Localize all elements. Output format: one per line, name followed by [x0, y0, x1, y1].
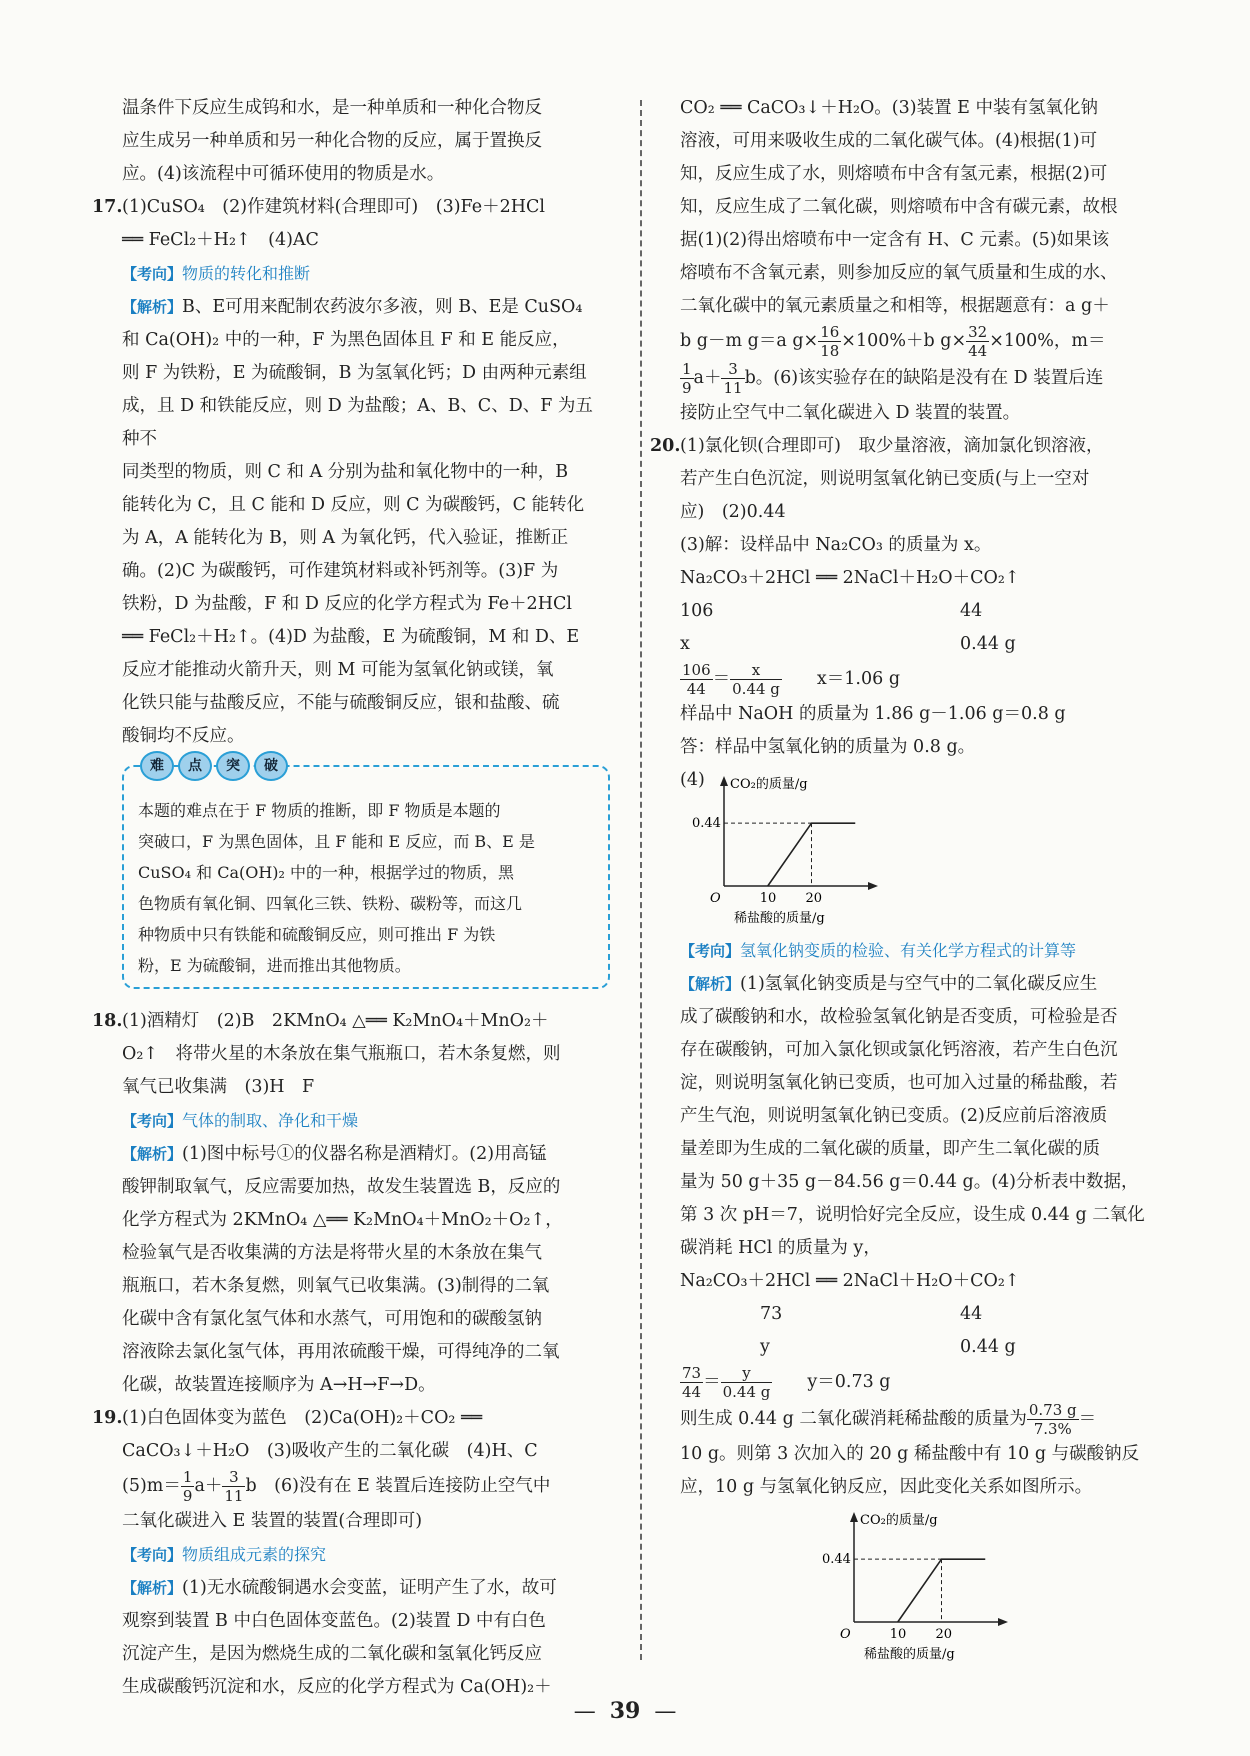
- analysis-text: 铁粉，D 为盐酸，F 和 D 反应的化学方程式为 Fe＋2HCl: [122, 594, 572, 614]
- equation: Na₂CO₃＋2HCl ══ 2NaCl＋H₂O＋CO₂↑: [680, 568, 1020, 588]
- y-tick-label: 0.44: [822, 1552, 851, 1568]
- text-line: 应生成另一种单质和另一种化合物的反应，属于置换反: [122, 131, 542, 151]
- chart-2: [680, 1504, 1160, 1674]
- mass-value: 44: [960, 1304, 983, 1324]
- answer-text: ══ FeCl₂＋H₂↑ (4)AC: [122, 230, 319, 250]
- q20-answer: [650, 430, 1160, 463]
- proportion-row: $\frac{106}{44}$ ＝ $\frac{x}{0.44 g}$ x＝1.06 g: [682, 661, 901, 698]
- analysis-text: B、E可用来配制农药波尔多液，则 B、E是 CuSO₄: [182, 297, 583, 317]
- y-axis-label: CO₂的质量/g: [730, 777, 808, 792]
- fraction: $\frac{1}{9}$: [682, 360, 692, 397]
- text-line: CO₂ ══ CaCO₃↓＋H₂O。(3)装置 E 中装有氢氧化钠: [680, 98, 1098, 118]
- fraction: $\frac{3}{11}$: [723, 360, 743, 397]
- text-line: 知，反应生成了二氧化碳，则熔喷布中含有碳元素，故根: [680, 197, 1118, 217]
- mass-value: 0.44 g: [960, 634, 1016, 654]
- mass-row: [680, 1331, 1160, 1364]
- badge-char: 难: [140, 751, 174, 781]
- answer-text: 答：样品中氢氧化钠的质量为 0.8 g。: [680, 737, 976, 757]
- answer-text: 应) (2)0.44: [680, 502, 786, 522]
- analysis-text: 则 F 为铁粉，E 为硫酸铜，B 为氢氧化钙；D 由两种元素组: [122, 363, 587, 383]
- left-column: [92, 92, 610, 1704]
- mass-row: [680, 628, 1160, 661]
- mass-value: 0.44 g: [960, 1337, 1016, 1357]
- topic-text: 物质组成元素的探究: [182, 1545, 327, 1564]
- question-number: 18.: [92, 1011, 123, 1031]
- text-line: 二氧化碳中的氧元素质量之和相等，根据题意有：a g＋: [680, 296, 1110, 316]
- box-text: 种物质中只有铁能和硫酸铜反应，则可推出 F 为铁: [138, 925, 496, 944]
- answer-text: CaCO₃↓＋H₂O (3)吸收产生的二氧化碳 (4)H、C: [122, 1441, 538, 1461]
- analysis-text: 成了碳酸钠和水，故检验氢氧化钠是否变质，可检验是否: [680, 1007, 1118, 1027]
- text-line-fraction: [680, 323, 1160, 360]
- analysis-text: 化碳中含有氯化氢气体和水蒸气，可用饱和的碳酸氢钠: [122, 1309, 542, 1329]
- q19-topic: [122, 1538, 610, 1572]
- analysis-text: 瓶瓶口，若木条复燃，则氧气已收集满。(3)制得的二氧: [122, 1276, 550, 1296]
- fraction: $\frac{16}{18}$: [820, 323, 840, 360]
- text-line: 知，反应生成了水，则熔喷布中含有氢元素，根据(2)可: [680, 164, 1108, 184]
- topic-tag: 【考向】: [680, 942, 741, 960]
- q18-answer: [92, 1005, 610, 1038]
- answer-text: (1)白色固体变为蓝色 (2)Ca(OH)₂＋CO₂ ══: [122, 1408, 483, 1428]
- mass-value: x: [680, 634, 690, 654]
- analysis-text: (1)无水硫酸铜遇水会变蓝，证明产生了水，故可: [182, 1578, 557, 1598]
- mass-row: [680, 1298, 1160, 1331]
- analysis-text: 观察到装置 B 中白色固体变蓝色。(2)装置 D 中有白色: [122, 1611, 546, 1631]
- answer-text: (1)氯化钡(合理即可) 取少量溶液，滴加氯化钡溶液，: [680, 436, 1104, 456]
- fraction: $\frac{x}{0.44 g}$: [732, 661, 780, 698]
- text-line: 熔喷布不含氧元素，则参加反应的氧气质量和生成的水、: [680, 263, 1118, 283]
- topic-tag: 【考向】: [122, 265, 183, 283]
- q20-topic: [680, 934, 1160, 968]
- q20-analysis: [680, 968, 1160, 1001]
- text-segment: b。(6)该实验存在的缺陷是没有在 D 装置后连: [744, 368, 1104, 388]
- analysis-text: 酸钾制取氧气，反应需要加热，故发生装置选 B，反应的: [122, 1177, 561, 1197]
- text-line: 溶液，可用来吸收生成的二氧化碳气体。(4)根据(1)可: [680, 131, 1098, 151]
- analysis-text: 确。(2)C 为碳酸钙，可作建筑材料或补钙剂等。(3)F 为: [122, 561, 559, 581]
- column-divider: [640, 100, 642, 1660]
- box-text: 色物质有氧化铜、四氧化三铁、铁粉、碳粉等，而这几: [138, 894, 523, 913]
- answer-text: b (6)没有在 E 装置后连接防止空气中: [245, 1476, 551, 1496]
- text-segment: ×100%＋b g×: [841, 331, 967, 351]
- box-text: 粉，E 为硫酸铜，进而推出其他物质。: [138, 956, 411, 975]
- sub-label: (4): [680, 770, 705, 790]
- analysis-text: 能转化为 C，且 C 能和 D 反应，则 C 为碳酸钙，C 能转化: [122, 495, 585, 515]
- analysis-text: 反应才能推动火箭升天，则 M 可能为氢氧化钠或镁，氧: [122, 660, 554, 680]
- analysis-fraction-line: [680, 1401, 1160, 1438]
- mass-value: y: [760, 1337, 770, 1357]
- text-line: 应。(4)该流程中可循环使用的物质是水。: [122, 164, 445, 184]
- analysis-text: ＝: [1078, 1409, 1097, 1429]
- analysis-text: 淀，则说明氢氧化钠已变质，也可加入过量的稀盐酸，若: [680, 1073, 1118, 1093]
- q19-answer: [92, 1402, 610, 1435]
- answer-text: (1)CuSO₄ (2)作建筑材料(合理即可) (3)Fe＋2HCl: [122, 197, 545, 217]
- fraction: $\frac{1}{9}$: [182, 1468, 193, 1505]
- topic-text: 氢氧化钠变质的检验、有关化学方程式的计算等: [740, 941, 1077, 960]
- q19-analysis: [122, 1572, 610, 1605]
- analysis-text: 同类型的物质，则 C 和 A 分别为盐和氧化物中的一种，B: [122, 462, 569, 482]
- answer-text: 二氧化碳进入 E 装置的装置(合理即可): [122, 1511, 423, 1531]
- answer-text: (1)酒精灯 (2)B 2KMnO₄ △══ K₂MnO₄＋MnO₂＋: [122, 1011, 549, 1031]
- fraction: $\frac{0.73 g}{7.3\%}$: [1028, 1401, 1077, 1438]
- analysis-text: 溶液除去氯化氢气体，再用浓硫酸干燥，可得纯净的二氧: [122, 1342, 560, 1362]
- difficulty-box: [122, 758, 610, 989]
- analysis-text: 成，且 D 和铁能反应，则 D 为盐酸；A、B、C、D、F 为五种不: [122, 396, 593, 449]
- co2-chart-1: [690, 768, 890, 938]
- page-number: — 39 —: [0, 1698, 1250, 1724]
- analysis-text: (1)氢氧化钠变质是与空气中的二氧化碳反应生: [740, 974, 1098, 994]
- topic-text: 气体的制取、净化和干燥: [182, 1111, 359, 1130]
- x-tick-label: 10: [889, 1627, 907, 1642]
- question-number: 17.: [92, 197, 123, 217]
- analysis-text: 碳消耗 HCl 的质量为 y，: [680, 1238, 881, 1258]
- analysis-text: 10 g。则第 3 次加入的 20 g 稀盐酸中有 10 g 与碳酸钠反: [680, 1444, 1140, 1464]
- analysis-tag: 【解析】: [122, 298, 183, 316]
- mass-row: [680, 595, 1160, 628]
- text-line: 接防止空气中二氧化碳进入 D 装置的装置。: [680, 403, 1021, 423]
- y-axis-label: CO₂的质量/g: [860, 1513, 938, 1528]
- right-column: [650, 92, 1160, 1674]
- analysis-text: 酸铜均不反应。: [122, 726, 245, 746]
- topic-text: 物质的转化和推断: [182, 264, 311, 283]
- analysis-text: 化学方程式为 2KMnO₄ △══ K₂MnO₄＋MnO₂＋O₂↑，: [122, 1210, 563, 1230]
- topic-tag: 【考向】: [122, 1546, 183, 1564]
- text-line: 据(1)(2)得出熔喷布中一定含有 H、C 元素。(5)如果该: [680, 230, 1110, 250]
- q18-analysis: [122, 1138, 610, 1171]
- origin-label: O: [710, 891, 721, 906]
- y-tick-label: 0.44: [692, 816, 721, 832]
- equation: Na₂CO₃＋2HCl ══ 2NaCl＋H₂O＋CO₂↑: [680, 1271, 1020, 1291]
- mass-value: 44: [960, 601, 983, 621]
- answer-text: a＋: [194, 1476, 223, 1496]
- box-text: 本题的难点在于 F 物质的推断，即 F 物质是本题的: [138, 801, 501, 820]
- fraction: $\frac{y}{0.44 g}$: [722, 1364, 771, 1401]
- proportion-row: $\frac{73}{44}$ ＝ $\frac{y}{0.44 g}$ y＝0.73 g: [682, 1364, 891, 1401]
- analysis-text: 生成碳酸钙沉淀和水，反应的化学方程式为 Ca(OH)₂＋: [122, 1677, 552, 1697]
- text-segment: b g－m g＝a g×: [680, 331, 819, 351]
- analysis-text: 量差即为生成的二氧化碳的质量，即产生二氧化碳的质: [680, 1139, 1100, 1159]
- answer-text: 若产生白色沉淀，则说明氢氧化钠已变质(与上一空对: [680, 469, 1090, 489]
- analysis-text: (1)图中标号①的仪器名称是酒精灯。(2)用高锰: [182, 1144, 547, 1164]
- analysis-tag: 【解析】: [122, 1579, 183, 1597]
- analysis-text: ══ FeCl₂＋H₂↑。(4)D 为盐酸，E 为硫酸铜，M 和 D、E: [122, 627, 580, 647]
- answer-text: (5)m＝: [122, 1476, 181, 1496]
- analysis-text: 化碳，故装置连接顺序为 A→H→F→D。: [122, 1375, 436, 1395]
- fraction: $\frac{73}{44}$: [682, 1364, 702, 1401]
- analysis-text: 则生成 0.44 g 二氧化碳消耗稀盐酸的质量为: [680, 1409, 1027, 1429]
- mass-value: 73: [760, 1304, 783, 1324]
- q17-topic: [122, 257, 610, 291]
- answer-text: 样品中 NaOH 的质量为 1.86 g－1.06 g＝0.8 g: [680, 704, 1066, 724]
- badge-char: 破: [254, 751, 288, 781]
- fraction: $\frac{32}{44}$: [968, 323, 988, 360]
- analysis-text: 检验氧气是否收集满的方法是将带火星的木条放在集气: [122, 1243, 542, 1263]
- y-axis-arrow: [850, 1512, 858, 1522]
- analysis-text: 第 3 次 pH＝7，说明恰好完全反应，设生成 0.44 g 二氧化: [680, 1205, 1145, 1225]
- co2-chart-2: [820, 1504, 1020, 1674]
- result-text: x＝1.06 g: [816, 669, 901, 689]
- fraction: $\frac{3}{11}$: [224, 1468, 244, 1505]
- answer-text-fraction: [122, 1468, 610, 1505]
- x-axis-arrow: [868, 882, 878, 890]
- badge-char: 突: [216, 751, 250, 781]
- box-text: 突破口，F 为黑色固体，且 F 能和 E 反应，而 B、E 是: [138, 832, 535, 851]
- q17-answer: [92, 191, 610, 224]
- text-segment: a＋: [693, 368, 722, 388]
- origin-label: O: [840, 1627, 851, 1642]
- result-text: y＝0.73 g: [807, 1372, 891, 1392]
- answer-text: 氧气已收集满 (3)H F: [122, 1077, 315, 1097]
- analysis-text: 沉淀产生，是因为燃烧生成的二氧化碳和氢氧化钙反应: [122, 1644, 542, 1664]
- answer-text: (3)解：设样品中 Na₂CO₃ 的质量为 x。: [680, 535, 992, 555]
- analysis-text: 化铁只能与盐酸反应，不能与硫酸铜反应，银和盐酸、硫: [122, 693, 560, 713]
- topic-tag: 【考向】: [122, 1112, 183, 1130]
- analysis-text: 和 Ca(OH)₂ 中的一种，F 为黑色固体且 F 和 E 能反应，: [122, 330, 570, 350]
- fraction: $\frac{106}{44}$: [682, 661, 711, 698]
- x-tick-label: 10: [759, 891, 777, 906]
- badge-char: 点: [178, 751, 212, 781]
- question-number: 19.: [92, 1408, 123, 1428]
- analysis-tag: 【解析】: [680, 975, 741, 993]
- x-axis-arrow: [998, 1618, 1008, 1626]
- x-axis-label: 稀盐酸的质量/g: [864, 1647, 955, 1662]
- text-line-fraction: [680, 360, 1160, 397]
- analysis-text: 存在碳酸钠，可加入氯化钡或氯化钙溶液，若产生白色沉: [680, 1040, 1118, 1060]
- x-tick-label: 20: [935, 1627, 953, 1642]
- q17-analysis: [122, 291, 610, 324]
- chart-1: [680, 764, 1160, 934]
- y-axis-arrow: [720, 776, 728, 786]
- answer-text: O₂↑ 将带火星的木条放在集气瓶瓶口，若木条复燃，则: [122, 1044, 561, 1064]
- analysis-tag: 【解析】: [122, 1145, 183, 1163]
- x-tick-label: 20: [805, 891, 823, 906]
- question-number: 20.: [650, 436, 681, 456]
- analysis-text: 应，10 g 与氢氧化钠反应，因此变化关系如图所示。: [680, 1477, 1093, 1497]
- analysis-text: 产生气泡，则说明氢氧化钠已变质。(2)反应前后溶液质: [680, 1106, 1108, 1126]
- box-text: CuSO₄ 和 Ca(OH)₂ 中的一种，根据学过的物质，黑: [138, 863, 515, 882]
- analysis-text: 量为 50 g＋35 g－84.56 g＝0.44 g。(4)分析表中数据，: [680, 1172, 1139, 1192]
- text-segment: ×100%，m＝: [989, 331, 1106, 351]
- difficulty-badge: [140, 751, 288, 781]
- x-axis-label: 稀盐酸的质量/g: [734, 911, 825, 926]
- mass-value: 106: [680, 601, 714, 621]
- q18-topic: [122, 1104, 610, 1138]
- analysis-text: 为 A，A 能转化为 B，则 A 为氧化钙，代入验证，推断正: [122, 528, 569, 548]
- text-line: 温条件下反应生成钨和水，是一种单质和一种化合物反: [122, 98, 542, 118]
